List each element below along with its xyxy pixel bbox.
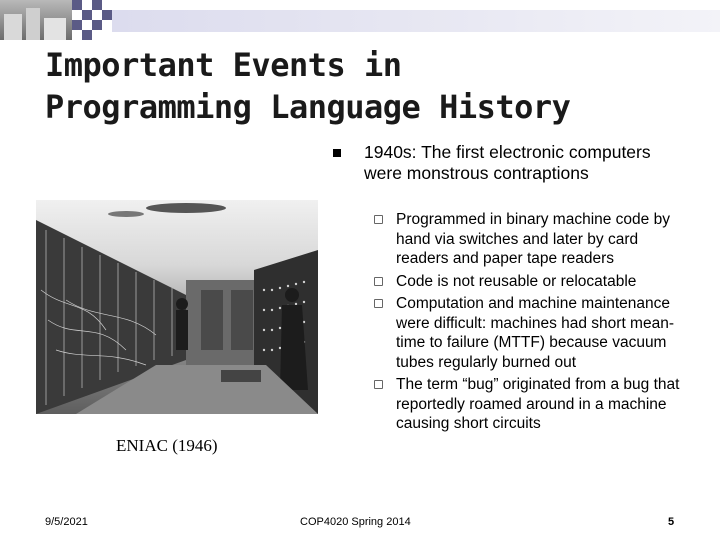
footer-date: 9/5/2021 [45,516,88,528]
slide-title-line-1: Important Events in [45,46,402,84]
sub-bullet [374,210,684,269]
slide-title [45,44,685,128]
hollow-square-bullet-icon [374,277,383,286]
hollow-square-bullet-icon [374,380,383,389]
header-band [112,10,720,32]
footer-course: COP4020 Spring 2014 [300,516,411,528]
hollow-square-bullet-icon [374,299,383,308]
sub-bullet-text: The term “bug” originated from a bug that reportedly roamed around in a machine causing short circuits [396,376,680,432]
sub-bullet-list [374,210,684,437]
eniac-photo-drawing [36,200,318,414]
main-bullet-text: 1940s: The first electronic computers were monstrous contraptions [364,142,651,183]
header-checker-pattern [72,0,112,40]
sub-bullet [374,375,684,434]
page-number: 5 [668,516,675,528]
sub-bullet-text: Programmed in binary machine code by hand via switches and later by card readers and paper tape readers [396,211,670,267]
sub-bullet-text: Code is not reusable or relocatable [396,272,637,290]
sub-bullet [374,294,684,372]
sub-bullet-text: Computation and machine maintenance were difficult: machines had short mean-time to failure (MTTF) because vacuum tubes regularly burned out [396,295,674,371]
slide-title-line-2: Programming Language History [45,88,571,126]
main-bullet [333,142,663,184]
hollow-square-bullet-icon [374,215,383,224]
square-bullet-icon [333,149,341,157]
photo-caption: ENIAC (1946) [116,436,218,455]
header-building-photo [0,0,72,40]
eniac-photo [36,200,318,414]
sub-bullet [374,272,684,292]
